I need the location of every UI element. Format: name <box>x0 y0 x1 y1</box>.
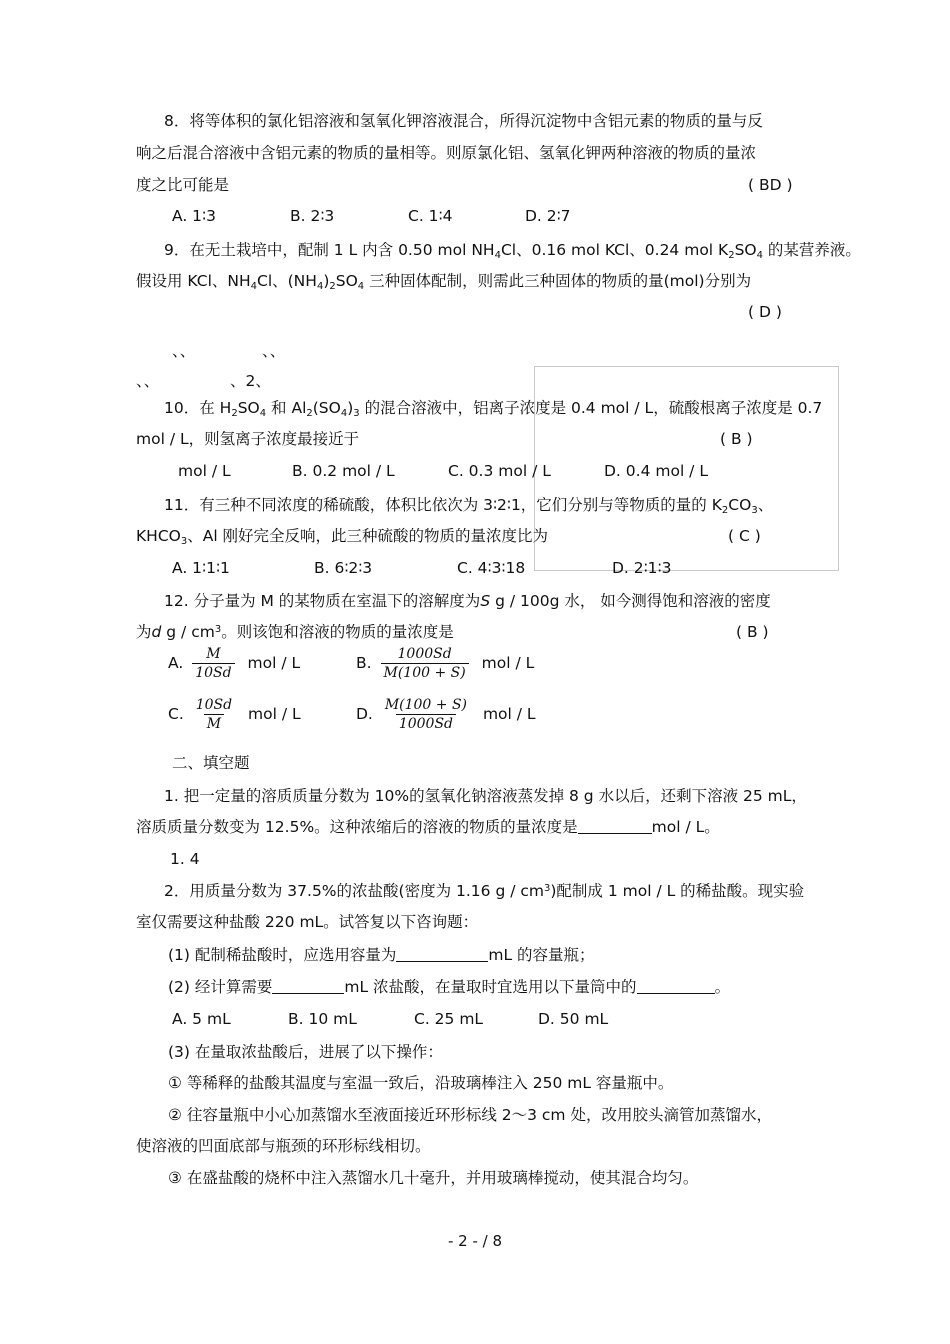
f2-part1: (1) 配制稀盐酸时，应选用容量为 mL 的容量瓶； <box>168 946 595 964</box>
q9-line2: 假设用 KCl、$NH_4Cl$、$(NH_4)_2SO_4$ 三种固体配制，则需此三种固体的物质的量(mol)分别为 <box>136 272 752 292</box>
f2-step2-line2: 使溶液的凹面底部与瓶颈的环形标线相切。 <box>136 1137 431 1155</box>
f2-step3: ③ 在盛盐酸的烧杯中注入蒸馏水几十毫升，并用玻璃棒搅动，使其混合均匀。 <box>168 1169 699 1187</box>
f2-line2: 室仅需要这种盐酸 220 mL。试答复以下咨询题： <box>136 913 479 931</box>
page-number: - 2 - / 8 <box>447 1232 503 1250</box>
q8-option-a: A. 1∶3 <box>172 207 216 225</box>
q11-option-c: C. 4∶3∶18 <box>457 559 526 577</box>
q9-fragment-1: 、、 <box>172 342 196 360</box>
q12-option-a: A. $\frac{M}{10Sd}$ mol / L <box>168 646 301 681</box>
q10-option-a: mol / L <box>178 462 231 480</box>
q12-option-d: D. $\frac{M(100 + S)}{1000Sd}$ mol / L <box>356 697 536 732</box>
q12-answer: ( B ) <box>736 623 769 641</box>
q9-answer: ( D ) <box>748 303 782 321</box>
section-title: 二、填空题 <box>172 754 250 772</box>
q9-fragment-3: 、、 <box>136 372 160 390</box>
q12-option-c: C. $\frac{10Sd}{M}$ mol / L <box>168 697 301 732</box>
fraction-d: $\frac{M(100 + S)}{1000Sd}$ <box>384 697 468 732</box>
f2-option-c: C. 25 mL <box>414 1010 484 1028</box>
fraction-a: $\frac{M}{10Sd}$ <box>192 646 234 681</box>
fraction-c: $\frac{10Sd}{M}$ <box>195 697 233 732</box>
blank-cylinder-choice[interactable] <box>637 977 715 994</box>
q11-line1: 11．有三种不同浓度的稀硫酸，体积比依次为 3∶2∶1，它们分别与等物质的量的 $K_2CO_3$、 <box>164 496 774 516</box>
blank-flask-volume[interactable] <box>396 945 488 962</box>
blank-acid-volume[interactable] <box>272 977 344 994</box>
q8-option-d: D. 2∶7 <box>525 207 571 225</box>
q12-option-b: B. $\frac{1000Sd}{M(100 + S)}$ mol / L <box>356 646 535 681</box>
q9-fragment-4: 、2、 <box>230 372 271 390</box>
q10-line2: mol / L，则氢离子浓度最接近于 <box>136 430 360 448</box>
q11-line2: $KHCO_3$、Al 刚好完全反响，此三种硫酸的物质的量浓度比为 <box>136 527 549 547</box>
f2-option-a: A. 5 mL <box>172 1010 231 1028</box>
q11-option-a: A. 1∶1∶1 <box>172 559 230 577</box>
f1-line1: 1. 把一定量的溶质质量分数为 10%的氢氧化钠溶液蒸发掉 8 g 水以后，还剩下溶液 25 mL， <box>164 787 807 805</box>
q8-option-c: C. 1∶4 <box>408 207 453 225</box>
fraction-b: $\frac{1000Sd}{M(100 + S)}$ <box>381 646 469 681</box>
q9-fragment-2: 、、 <box>262 342 286 360</box>
q11-answer: ( C ) <box>728 527 761 545</box>
q10-option-b: B. 0.2 mol / L <box>292 462 395 480</box>
q12-line2: 为d g / $cm^3$。则该饱和溶液的物质的量浓度是 <box>136 623 454 641</box>
q8-option-b: B. 2∶3 <box>290 207 335 225</box>
q11-option-d: D. 2∶1∶3 <box>612 559 672 577</box>
f2-option-d: D. 50 mL <box>538 1010 609 1028</box>
q8-line1: 8．将等体积的氯化铝溶液和氢氧化钾溶液混合，所得沉淀物中含铝元素的物质的量与反 <box>164 112 763 130</box>
f1-answer: 1. 4 <box>170 850 200 868</box>
q8-line2: 响之后混合溶液中含铝元素的物质的量相等。则原氯化铝、氢氧化钾两种溶液的物质的量浓 <box>136 144 757 162</box>
q8-line3: 度之比可能是 <box>136 176 230 194</box>
f2-step1: ① 等稀释的盐酸其温度与室温一致后，沿玻璃棒注入 250 mL 容量瓶中。 <box>168 1074 674 1092</box>
f2-part2: (2) 经计算需要 mL 浓盐酸，在量取时宜选用以下量筒中的 。 <box>168 978 731 996</box>
q10-line1: 10．在 $H_2SO_4$ 和 $Al_2(SO_4)_3$ 的混合溶液中，铝离子浓度是 0.4 mol / L，硫酸根离子浓度是 0.7 <box>164 399 823 419</box>
q11-option-b: B. 6∶2∶3 <box>314 559 373 577</box>
q10-answer: ( B ) <box>720 430 753 448</box>
q10-option-c: C. 0.3 mol / L <box>448 462 551 480</box>
blank-f1[interactable] <box>578 817 652 834</box>
f2-step2-line1: ② 往容量瓶中小心加蒸馏水至液面接近环形标线 2～3 cm 处，改用胶头滴管加蒸馏水， <box>168 1106 772 1124</box>
q8-answer: ( BD ) <box>748 176 793 194</box>
q9-line1: 9．在无土栽培中，配制 1 L 内含 0.50 mol $NH_4Cl$、0.16 mol KCl、0.24 mol $K_2SO_4$ 的某营养液。 <box>164 241 861 261</box>
f2-part3: (3) 在量取浓盐酸后，进展了以下操作： <box>168 1043 443 1061</box>
f2-option-b: B. 10 mL <box>288 1010 357 1028</box>
q12-line1: 12. 分子量为 M 的某物质在室温下的溶解度为S g / 100g 水， 如今测得饱和溶液的密度 <box>164 592 771 610</box>
f2-line1: 2．用质量分数为 37.5%的浓盐酸(密度为 1.16 g / $cm^3$)配制成 1 mol / L 的稀盐酸。现实验 <box>164 882 805 900</box>
q10-option-d: D. 0.4 mol / L <box>604 462 708 480</box>
f1-line2: 溶质质量分数变为 12.5%。这种浓缩后的溶液的物质的量浓度是 mol / L。 <box>136 818 720 836</box>
